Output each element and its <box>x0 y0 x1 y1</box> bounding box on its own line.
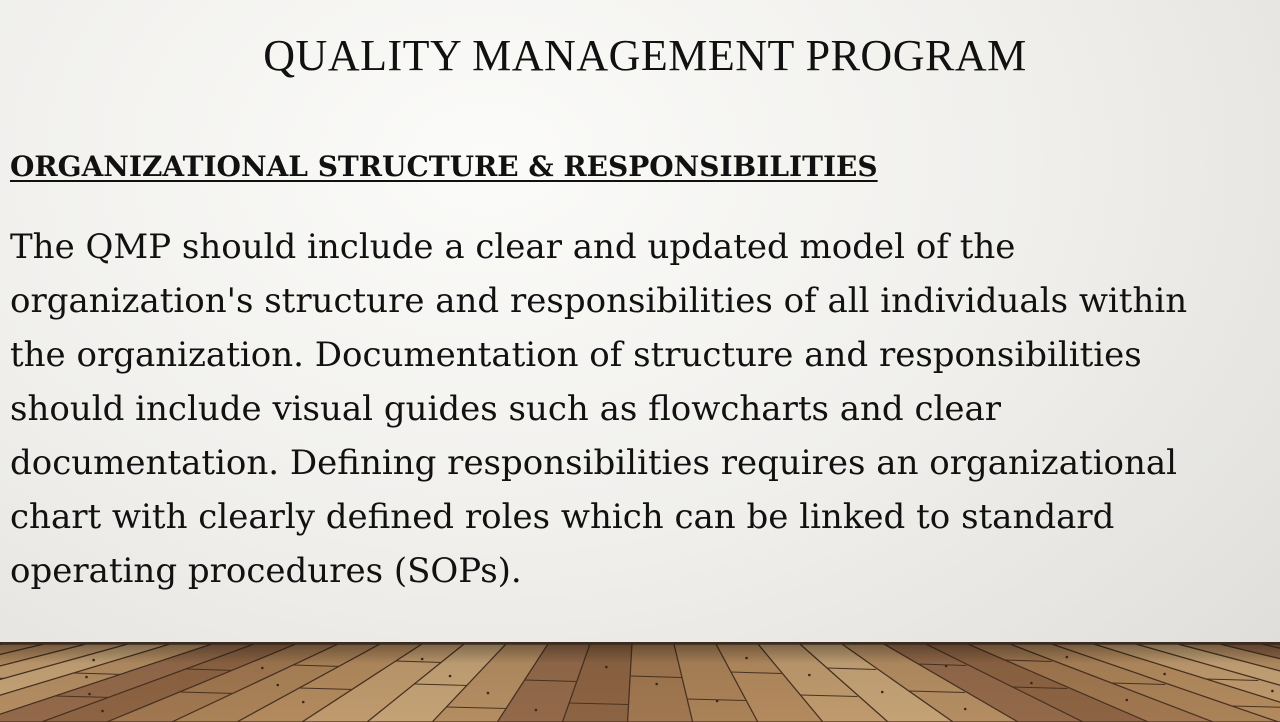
body-line: The QMP should include a clear and updated model of the <box>10 227 1016 267</box>
section-heading: ORGANIZATIONAL STRUCTURE & RESPONSIBILITIES <box>10 150 878 183</box>
body-line: chart with clearly defined roles which can be linked to standard <box>10 497 1115 537</box>
body-line: organization's structure and responsibilities of all individuals within <box>10 281 1188 321</box>
body-paragraph <box>10 220 1272 598</box>
body-line: the organization. Documentation of structure and responsibilities <box>10 335 1142 375</box>
body-line: operating procedures (SOPs). <box>10 551 522 591</box>
slide-title: QUALITY MANAGEMENT PROGRAM <box>263 31 1027 80</box>
body-line: documentation. Defining responsibilities requires an organizational <box>10 443 1178 483</box>
wood-floor-image <box>0 644 1280 722</box>
wood-floor-decoration <box>0 642 1280 722</box>
body-line: should include visual guides such as flowcharts and clear <box>10 389 1002 429</box>
